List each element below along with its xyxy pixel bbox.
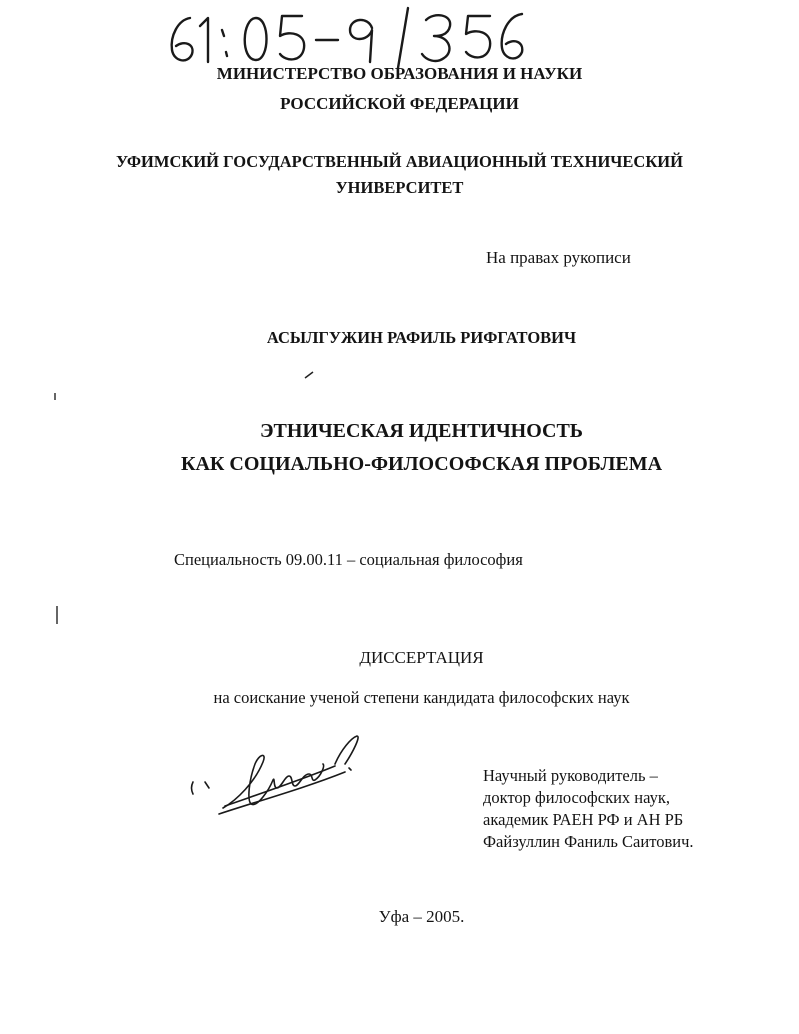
scan-mark	[54, 604, 60, 626]
rights-note: На правах рукописи	[486, 248, 631, 267]
advisor-line-1: Научный руководитель –	[483, 766, 658, 785]
advisor-line-4: Файзуллин Фаниль Саитович.	[483, 832, 694, 851]
advisor-line-2: доктор философских наук,	[483, 788, 670, 807]
degree-line: на соискание ученой степени кандидата философских наук	[213, 688, 630, 707]
scan-mark	[303, 370, 315, 380]
signature	[185, 730, 365, 825]
specialty: Специальность 09.00.11 – социальная философия	[174, 550, 523, 569]
advisor-line-3: академик РАЕН РФ и АН РБ	[483, 810, 684, 829]
university-line-2: УНИВЕРСИТЕТ	[335, 178, 464, 197]
dissertation-title-line-1: ЭТНИЧЕСКАЯ ИДЕНТИЧНОСТЬ	[259, 420, 584, 442]
ministry-line-2: РОССИЙСКОЙ ФЕДЕРАЦИИ	[280, 94, 519, 113]
author-name: АСЫЛГУЖИН РАФИЛЬ РИФГАТОВИЧ	[266, 328, 577, 347]
scan-mark	[52, 392, 58, 402]
university-line-1: УФИМСКИЙ ГОСУДАРСТВЕННЫЙ АВИАЦИОННЫЙ ТЕХНИЧЕСКИЙ	[116, 152, 683, 171]
place-and-year: Уфа – 2005.	[378, 907, 465, 926]
ministry-line-1: МИНИСТЕРСТВО ОБРАЗОВАНИЯ И НАУКИ	[216, 64, 583, 83]
dissertation-title-line-2: КАК СОЦИАЛЬНО-ФИЛОСОФСКАЯ ПРОБЛЕМА	[180, 453, 663, 475]
document-type: ДИССЕРТАЦИЯ	[359, 648, 484, 667]
handwritten-archive-number	[160, 6, 530, 70]
advisor-block	[483, 765, 694, 853]
